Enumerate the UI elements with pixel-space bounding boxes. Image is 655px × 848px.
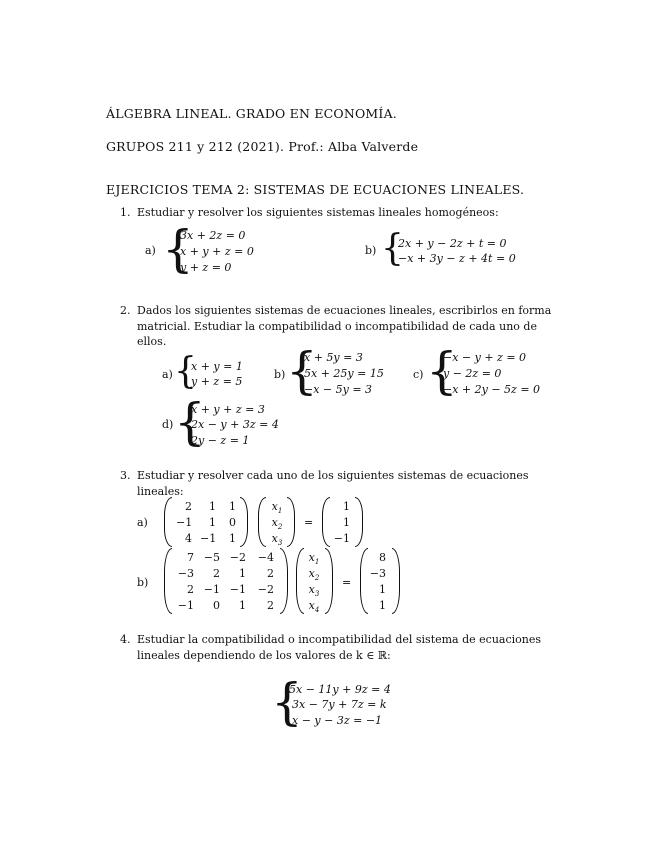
ex4-text-line1: Estudiar la compatibilidad o incompatibilidad del sistema de ecuaciones: [137, 633, 542, 646]
ex3-b-var: [305, 583, 323, 598]
ex3-a-cell: 1: [209, 516, 216, 529]
ex3-a-rhs: 1: [343, 516, 350, 529]
ex2-a-eq2: y + z = 5: [191, 375, 243, 388]
ex3-b-var: [305, 599, 323, 614]
ex3-b-cell: 1: [239, 599, 246, 612]
ex4-number: 4.: [120, 633, 131, 646]
ex2-c-brace: {: [426, 342, 458, 400]
ex3-a-matrix-left-paren: [164, 497, 172, 547]
ex2-d-eq2: 2x − y + 3z = 4: [191, 418, 279, 431]
ex2-c-eq3: −x + 2y − 5z = 0: [443, 383, 541, 396]
ex1-b-eq1: 2x + y − 2z + t = 0: [398, 237, 507, 250]
ex3-a-cell: 4: [185, 532, 192, 545]
ex2-b-eq1: x + 5y = 3: [304, 351, 363, 364]
ex2-d-brace: {: [174, 393, 206, 451]
ex3-b-rhs: 1: [379, 599, 386, 612]
ex3-a-var: [268, 532, 286, 547]
ex3-b-cell: 2: [267, 567, 274, 580]
ex3-b-cell: 1: [239, 567, 246, 580]
ex3-a-cell: 1: [229, 500, 236, 513]
ex3-b-cell: 7: [187, 551, 194, 564]
ex1-text: Estudiar y resolver los siguientes sistemas lineales homogéneos:: [137, 206, 499, 219]
ex2-a-brace: {: [174, 351, 197, 392]
ex2-b-eq3: −x − 5y = 3: [304, 383, 373, 396]
ex3-b-cell: 2: [213, 567, 220, 580]
ex3-a-rhs: −1: [333, 532, 350, 545]
ex3-a-var: [268, 516, 286, 531]
ex3-b-rhs: 8: [379, 551, 386, 564]
ex3-b-matrix-right-paren: [280, 548, 288, 614]
ex2-d-label: d): [162, 418, 174, 431]
ex3-text-line2: lineales:: [137, 485, 184, 498]
ex2-d-eq1: x + y + z = 3: [191, 403, 265, 416]
ex1-a-eq1: 3x + 2z = 0: [180, 229, 246, 242]
ex3-text-line1: Estudiar y resolver cada uno de los siguientes sistemas de ecuaciones: [137, 469, 529, 482]
ex2-d-eq3: 2y − z = 1: [191, 434, 250, 447]
ex3-b-var-text: $x_3$: [308, 583, 320, 599]
ex2-number: 2.: [120, 304, 131, 317]
groups-line: GRUPOS 211 y 212 (2021). Prof.: Alba Valverde: [106, 139, 419, 154]
ex1-b-brace: {: [381, 228, 404, 269]
ex2-a-label: a): [162, 368, 173, 381]
ex3-a-rhs-left-paren: [322, 497, 330, 547]
ex3-b-cell: −1: [229, 583, 246, 596]
ex3-a-var-text: $x_3$: [271, 532, 283, 548]
ex3-b-rhs-right-paren: [392, 548, 400, 614]
ex3-b-cell: −2: [257, 583, 274, 596]
ex3-a-rhs-right-paren: [355, 497, 363, 547]
ex3-b-rhs: −3: [369, 567, 386, 580]
ex4-eq3: x − y − 3z = −1: [292, 714, 383, 727]
ex1-b-eq2: −x + 3y − z + 4t = 0: [398, 252, 516, 265]
ex3-b-vars-right-paren: [325, 548, 333, 614]
exercises-title: EJERCICIOS TEMA 2: SISTEMAS DE ECUACIONES LINEALES.: [106, 182, 525, 197]
ex3-b-var-text: $x_1$: [308, 551, 320, 567]
ex4-eq2: 3x − 7y + 7z = k: [292, 698, 387, 711]
ex3-b-cell: 0: [213, 599, 220, 612]
ex3-b-cell: −1: [203, 583, 220, 596]
ex3-a-cell: 0: [229, 516, 236, 529]
ex2-b-label: b): [274, 368, 286, 381]
ex3-a-var: [268, 500, 286, 515]
ex2-b-eq2: 5x + 25y = 15: [304, 367, 384, 380]
ex2-b-brace: {: [286, 342, 318, 400]
ex3-a-vars-right-paren: [287, 497, 295, 547]
ex3-a-equals: =: [304, 516, 314, 529]
ex4-text-line2: lineales dependiendo de los valores de k ∈ ℝ:: [137, 649, 391, 662]
ex1-number: 1.: [120, 206, 131, 219]
ex2-text-line3: ellos.: [137, 335, 167, 348]
ex3-a-cell: 2: [185, 500, 192, 513]
ex1-a-brace: {: [162, 220, 194, 278]
ex3-a-matrix-right-paren: [240, 497, 248, 547]
ex3-b-cell: −4: [257, 551, 274, 564]
ex3-b-label: b): [137, 576, 149, 589]
ex3-b-var-text: $x_2$: [308, 567, 320, 583]
ex3-a-label: a): [137, 516, 148, 529]
ex3-b-cell: 2: [267, 599, 274, 612]
ex3-b-equals: =: [342, 576, 352, 589]
ex2-text-line1: Dados los siguientes sistemas de ecuaciones lineales, escribirlos en forma: [137, 304, 552, 317]
ex3-b-cell: −2: [229, 551, 246, 564]
ex3-number: 3.: [120, 469, 131, 482]
ex3-a-var-text: $x_1$: [271, 500, 283, 516]
ex1-a-label: a): [145, 244, 156, 257]
ex4-brace: {: [271, 673, 303, 731]
ex1-b-label: b): [365, 244, 377, 257]
ex3-b-cell: −5: [203, 551, 220, 564]
ex3-b-cell: 2: [187, 583, 194, 596]
ex3-b-rhs: 1: [379, 583, 386, 596]
ex4-eq1: 5x − 11y + 9z = 4: [289, 683, 391, 696]
ex2-c-eq2: y − 2z = 0: [443, 367, 502, 380]
ex3-a-cell: 1: [229, 532, 236, 545]
ex3-b-vars-left-paren: [296, 548, 304, 614]
ex3-b-var: [305, 567, 323, 582]
ex3-b-var: [305, 551, 323, 566]
ex3-a-cell: 1: [209, 500, 216, 513]
ex3-a-cell: −1: [176, 516, 193, 529]
ex2-c-label: c): [413, 368, 424, 381]
ex3-b-cell: −3: [177, 567, 194, 580]
ex3-b-var-text: $x_4$: [308, 599, 320, 615]
ex3-a-vars-left-paren: [258, 497, 266, 547]
ex3-a-rhs: 1: [343, 500, 350, 513]
ex3-b-cell: −1: [177, 599, 194, 612]
document-title: ÁLGEBRA LINEAL. GRADO EN ECONOMÍA.: [106, 106, 397, 121]
ex1-a-eq2: x + y + z = 0: [180, 245, 254, 258]
ex2-text-line2: matricial. Estudiar la compatibilidad o incompatibilidad de cada uno de: [137, 320, 537, 333]
ex3-a-cell: −1: [200, 532, 217, 545]
ex2-c-eq1: −x − y + z = 0: [443, 351, 527, 364]
ex3-b-matrix-left-paren: [164, 548, 172, 614]
ex1-a-eq3: y + z = 0: [180, 261, 232, 274]
ex3-a-var-text: $x_2$: [271, 516, 283, 532]
ex2-a-eq1: x + y = 1: [191, 360, 243, 373]
